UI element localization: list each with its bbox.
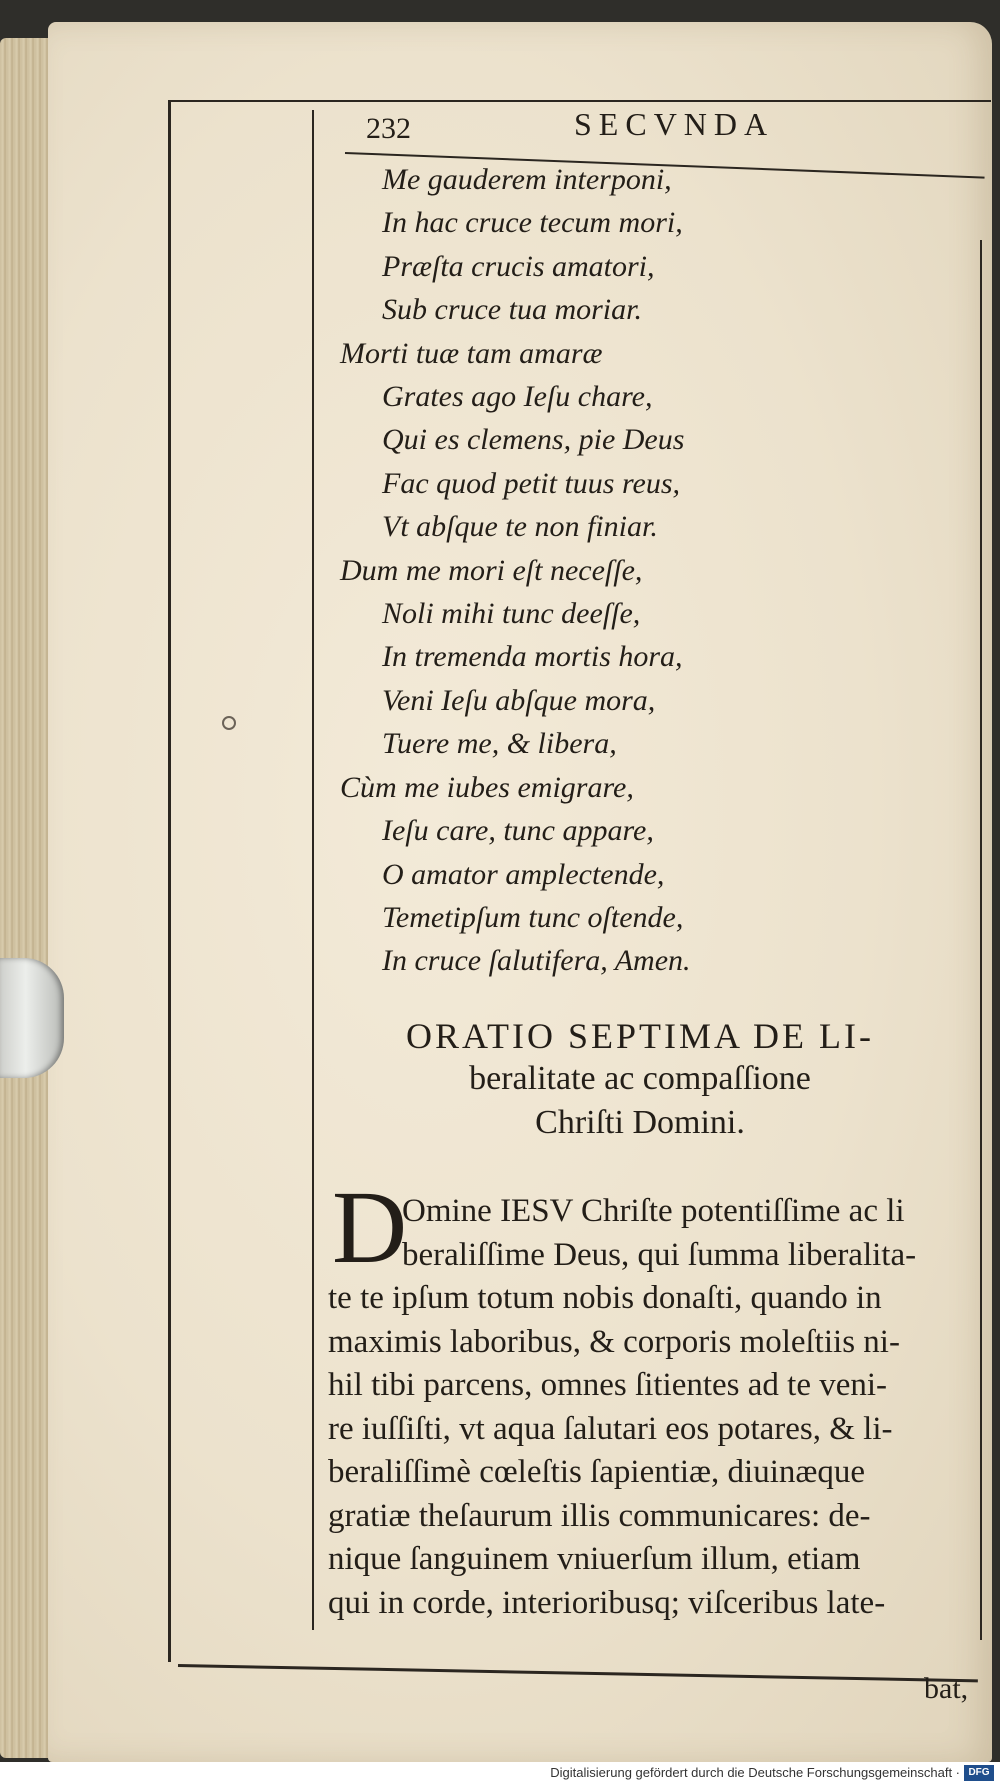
verse-line: Cùm me iubes emigrare,: [340, 770, 634, 804]
verse-line: Qui es clemens, pie Deus: [382, 423, 685, 457]
prose-line: hil tibi parcens, omnes ſitientes ad te veni-: [328, 1367, 888, 1403]
page-number: 232: [366, 112, 411, 145]
drop-cap: D: [332, 1170, 408, 1285]
digitization-credit: Digitalisierung gefördert durch die Deutsche Forschungsgemeinschaft ·: [550, 1765, 960, 1780]
verse-line: Tuere me, & libera,: [382, 727, 617, 761]
book-clasp: [0, 958, 64, 1078]
prose-paragraph: [328, 1190, 983, 1625]
prose-line: beraliſſimè cœleſtis ſapientiæ, diuinæque: [328, 1454, 866, 1490]
prose-line: qui in corde, interioribusq; viſceribus late-: [328, 1584, 886, 1621]
running-head: SECVNDA: [574, 106, 775, 142]
prose-line: Omine IESV Chriſte potentiſſime ac li: [402, 1193, 905, 1229]
verse-line: In tremenda mortis hora,: [382, 640, 683, 674]
prose-line: gratiæ theſaurum illis communicares: de-: [328, 1497, 871, 1534]
verse-line: Veni Ieſu abſque mora,: [382, 683, 656, 717]
verse-line: Fac quod petit tuus reus,: [382, 466, 681, 500]
prose-line: te te ipſum totum nobis donaſti, quando in: [328, 1280, 882, 1316]
heading-line-3: Chriſti Domini.: [535, 1104, 745, 1141]
verse-line: In hac cruce tecum mori,: [382, 206, 683, 240]
verse-line: Dum me mori eſt neceſſe,: [340, 553, 643, 587]
verse-line: Me gauderem interponi,: [382, 163, 672, 196]
verse-line: Morti tuæ tam amaræ: [340, 336, 603, 370]
heading-line-1: ORATIO SEPTIMA DE LI-: [406, 1016, 874, 1056]
section-heading: [330, 1015, 950, 1145]
dfg-logo: DFG: [964, 1765, 994, 1781]
verse-line: Noli mihi tunc deeſſe,: [382, 597, 641, 631]
verse-line: Ieſu care, tunc appare,: [382, 814, 654, 848]
prose-line: maximis laboribus, & corporis moleſtiis ni-: [328, 1323, 900, 1360]
prose-line: beraliſſime Deus, qui ſumma liberalita-: [402, 1236, 917, 1273]
verse-line: Sub cruce tua moriar.: [382, 293, 642, 327]
prose-line: re iuſſiſti, vt aqua ſalutari eos potares, & li-: [328, 1410, 893, 1447]
verse-line: In cruce ſalutifera, Amen.: [382, 944, 691, 978]
verse-block: [340, 158, 691, 983]
ornament-dot-icon: [222, 716, 236, 730]
verse-line: O amator amplectende,: [382, 857, 665, 891]
margin-rule: [312, 110, 314, 1630]
verse-line: Vt abſque te non finiar.: [382, 510, 658, 544]
heading-line-2: beralitate ac compaſſione: [469, 1060, 811, 1097]
verse-line: Præſta crucis amatori,: [382, 249, 655, 283]
verse-line: Grates ago Ieſu chare,: [382, 380, 653, 414]
verse-line: Temetipſum tunc oſtende,: [382, 900, 684, 934]
prose-line: nique ſanguinem vniuerſum illum, etiam: [328, 1541, 861, 1577]
catchword: bat,: [924, 1672, 969, 1705]
